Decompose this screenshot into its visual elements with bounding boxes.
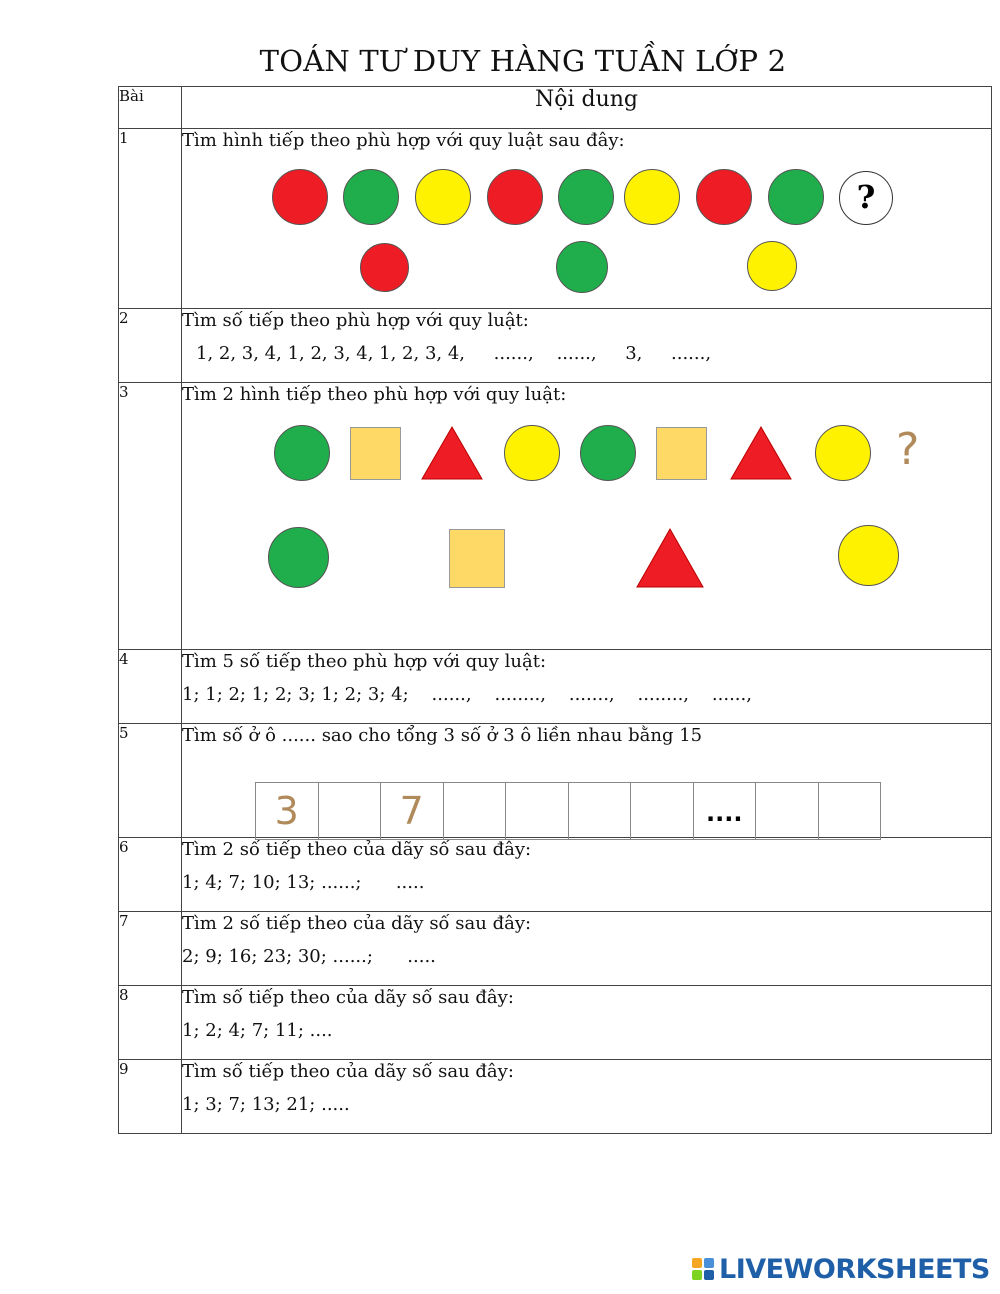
- red-triangle: [420, 425, 484, 481]
- answer-green-circle[interactable]: [268, 527, 329, 588]
- number-sequence: 1; 1; 2; 1; 2; 3; 1; 2; 3; 4; ......, ........, ......., ........, ......,: [182, 684, 752, 705]
- number-grid-area: [172, 748, 991, 832]
- table-row: [119, 650, 992, 724]
- exercise-question: Tìm số ở ô ...... sao cho tổng 3 số ở 3 ô liền nhau bằng 15: [182, 725, 703, 746]
- worksheet-table: [118, 86, 992, 1134]
- number-sequence: 1, 2, 3, 4, 1, 2, 3, 4, 1, 2, 3, 4, ......, ......, 3, ......,: [196, 343, 712, 364]
- exercise-number: 8: [119, 986, 182, 1060]
- exercise-content: [182, 838, 992, 912]
- yellow-square: [350, 427, 401, 480]
- table-row: [119, 724, 992, 838]
- header-noi-dung: Nội dung: [182, 87, 992, 129]
- grid-cell[interactable]: [444, 783, 507, 839]
- exercise-number: 7: [119, 912, 182, 986]
- pattern-sequence: [182, 153, 991, 303]
- red-circle: [487, 169, 543, 225]
- exercise-number: 5: [119, 724, 182, 838]
- exercise-content: [182, 724, 992, 838]
- header-bai: Bài: [119, 87, 182, 129]
- yellow-square: [656, 427, 707, 480]
- brand-name: LIVEWORKSHEETS: [719, 1253, 990, 1285]
- exercise-content: [182, 309, 992, 383]
- grid-cell[interactable]: [506, 783, 569, 839]
- grid-cell-answer[interactable]: ....: [694, 783, 757, 839]
- red-circle: [696, 169, 752, 225]
- yellow-circle: [415, 169, 471, 225]
- question-mark-icon: ?: [856, 178, 876, 216]
- exercise-question: Tìm 2 số tiếp theo của dãy số sau đây:: [182, 913, 532, 934]
- exercise-question: Tìm số tiếp theo của dãy số sau đây:: [182, 1061, 514, 1082]
- answer-red-triangle[interactable]: [635, 527, 705, 589]
- page-title: TOÁN TƯ DUY HÀNG TUẦN LỚP 2: [259, 44, 787, 78]
- yellow-circle: [624, 169, 680, 225]
- number-sequence: 1; 3; 7; 13; 21; .....: [182, 1094, 350, 1115]
- answer-yellow-circle[interactable]: [838, 525, 899, 586]
- exercise-number: 3: [119, 383, 182, 650]
- table-row: [119, 129, 992, 309]
- exercise-question: Tìm số tiếp theo phù hợp với quy luật:: [182, 310, 529, 331]
- green-circle: [768, 169, 824, 225]
- grid-cell[interactable]: [569, 783, 632, 839]
- exercise-content: [182, 1060, 992, 1134]
- grid-cell[interactable]: [819, 783, 881, 839]
- exercise-question: Tìm hình tiếp theo phù hợp với quy luật sau đây:: [182, 130, 625, 151]
- grid-cell[interactable]: [756, 783, 819, 839]
- table-row: [119, 309, 992, 383]
- answer-green-circle[interactable]: [556, 241, 608, 293]
- table-row: [119, 838, 992, 912]
- red-circle: [272, 169, 328, 225]
- number-sequence: 1; 4; 7; 10; 13; ......; .....: [182, 872, 425, 893]
- grid-cell[interactable]: [319, 783, 382, 839]
- liveworksheets-logo-icon: [692, 1258, 714, 1280]
- table-row: [119, 1060, 992, 1134]
- number-sequence: 1; 2; 4; 7; 11; ....: [182, 1020, 333, 1041]
- answer-red-circle[interactable]: [360, 243, 409, 292]
- exercise-question: Tìm 5 số tiếp theo phù hợp với quy luật:: [182, 651, 547, 672]
- exercise-content: [182, 383, 992, 650]
- grid-cell[interactable]: [631, 783, 694, 839]
- exercise-number: 2: [119, 309, 182, 383]
- exercise-content: [182, 986, 992, 1060]
- pattern-sequence: [182, 407, 991, 641]
- question-mark-icon: ?: [896, 424, 920, 475]
- exercise-question: Tìm 2 hình tiếp theo phù hợp với quy luật:: [182, 384, 567, 405]
- yellow-circle: [504, 425, 560, 481]
- liveworksheets-logo[interactable]: [692, 1254, 990, 1284]
- green-circle: [580, 425, 636, 481]
- exercise-content: [182, 129, 992, 309]
- table-row: [119, 986, 992, 1060]
- number-grid: [255, 782, 881, 840]
- red-triangle: [729, 425, 793, 481]
- grid-cell: 3: [256, 783, 319, 839]
- answer-yellow-square[interactable]: [449, 529, 505, 588]
- table-header-row: [119, 87, 992, 129]
- green-circle: [343, 169, 399, 225]
- answer-yellow-circle[interactable]: [747, 241, 797, 291]
- yellow-circle: [815, 425, 871, 481]
- exercise-content: [182, 912, 992, 986]
- table-row: [119, 383, 992, 650]
- exercise-question: Tìm số tiếp theo của dãy số sau đây:: [182, 987, 514, 1008]
- exercise-content: [182, 650, 992, 724]
- exercise-question: Tìm 2 số tiếp theo của dãy số sau đây:: [182, 839, 532, 860]
- number-sequence: 2; 9; 16; 23; 30; ......; .....: [182, 946, 436, 967]
- exercise-number: 4: [119, 650, 182, 724]
- green-circle: [558, 169, 614, 225]
- green-circle: [274, 425, 330, 481]
- table-row: [119, 912, 992, 986]
- exercise-number: 6: [119, 838, 182, 912]
- grid-cell: 7: [381, 783, 444, 839]
- exercise-number: 1: [119, 129, 182, 309]
- exercise-number: 9: [119, 1060, 182, 1134]
